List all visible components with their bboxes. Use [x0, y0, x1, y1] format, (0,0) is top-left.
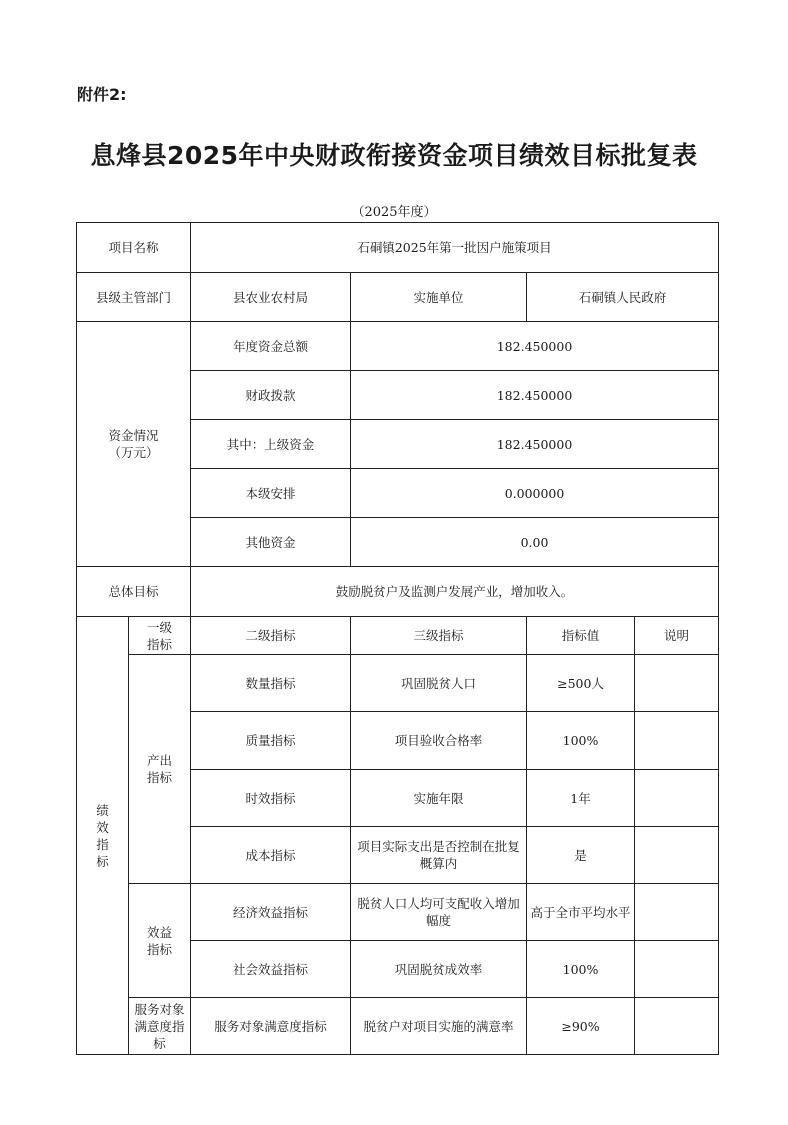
funds-fiscal-label: 财政拨款	[191, 371, 351, 420]
output-row	[77, 655, 719, 712]
funds-other-value: 0.00	[351, 518, 719, 567]
value-cell: 是	[527, 827, 635, 884]
funds-local-label: 本级安排	[191, 469, 351, 518]
impl-unit-value: 石硐镇人民政府	[527, 273, 719, 322]
funds-label-line2: （万元）	[108, 445, 159, 460]
header-level1	[129, 617, 191, 655]
dept-value: 县农业农村局	[191, 273, 351, 322]
level2-cell: 成本指标	[191, 827, 351, 884]
dept-label: 县级主管部门	[77, 273, 191, 322]
impl-unit-label: 实施单位	[351, 273, 527, 322]
note-cell	[635, 998, 719, 1055]
level2-cell: 服务对象满意度指标	[191, 998, 351, 1055]
funds-label-line1: 资金情况	[108, 428, 159, 443]
level3-cell: 巩固脱贫人口	[351, 655, 527, 712]
level2-cell: 数量指标	[191, 655, 351, 712]
overall-goal-row	[77, 567, 719, 617]
dept-row	[77, 273, 719, 322]
header-value: 指标值	[527, 617, 635, 655]
funds-superior-value: 182.450000	[351, 420, 719, 469]
funds-other-label: 其他资金	[191, 518, 351, 567]
output-indicator-text: 产出 指标	[147, 753, 173, 785]
funds-label	[77, 322, 191, 567]
funds-total-label: 年度资金总额	[191, 322, 351, 371]
note-cell	[635, 941, 719, 998]
header-note: 说明	[635, 617, 719, 655]
perf-header-row	[77, 617, 719, 655]
perf-indicator-label	[77, 617, 129, 1055]
overall-goal-value: 鼓励脱贫户及监测户发展产业，增加收入。	[191, 567, 719, 617]
note-cell	[635, 827, 719, 884]
value-cell: 100%	[527, 712, 635, 770]
level3-cell: 巩固脱贫成效率	[351, 941, 527, 998]
value-cell: ≥90%	[527, 998, 635, 1055]
benefit-indicator-label	[129, 884, 191, 998]
attachment-label: 附件2:	[77, 85, 127, 104]
level2-cell: 经济效益指标	[191, 884, 351, 941]
level3-cell: 脱贫人口人均可支配收入增加幅度	[351, 884, 527, 941]
header-level1-text: 一级 指标	[147, 619, 173, 652]
note-cell	[635, 712, 719, 770]
value-cell: ≥500人	[527, 655, 635, 712]
output-indicator-label	[129, 655, 191, 884]
benefit-row	[77, 884, 719, 941]
value-cell: 高于全市平均水平	[527, 884, 635, 941]
level3-cell: 实施年限	[351, 770, 527, 827]
approval-table	[76, 222, 719, 1055]
value-cell: 1年	[527, 770, 635, 827]
project-row	[77, 223, 719, 273]
note-cell	[635, 884, 719, 941]
level3-cell: 脱贫户对项目实施的满意率	[351, 998, 527, 1055]
perf-indicator-text: 绩 效 指 标	[96, 802, 109, 869]
project-name-value: 石硐镇2025年第一批因户施策项目	[191, 223, 719, 273]
funds-local-value: 0.000000	[351, 469, 719, 518]
level2-cell: 质量指标	[191, 712, 351, 770]
benefit-indicator-text: 效益 指标	[147, 924, 173, 957]
project-name-label: 项目名称	[77, 223, 191, 273]
level2-cell: 时效指标	[191, 770, 351, 827]
funds-total-value: 182.450000	[351, 322, 719, 371]
satisfaction-row	[77, 998, 719, 1055]
year-note: （2025年度）	[351, 205, 437, 220]
header-level3: 三级指标	[351, 617, 527, 655]
funds-superior-label: 其中：上级资金	[191, 420, 351, 469]
header-level2: 二级指标	[191, 617, 351, 655]
level3-cell: 项目验收合格率	[351, 712, 527, 770]
funds-row	[77, 322, 719, 371]
document-title: 息烽县2025年中央财政衔接资金项目绩效目标批复表	[90, 141, 698, 170]
level3-cell: 项目实际支出是否控制在批复概算内	[351, 827, 527, 884]
note-cell	[635, 770, 719, 827]
funds-fiscal-value: 182.450000	[351, 371, 719, 420]
satisfaction-indicator-text: 服务对象 满意度指 标	[134, 1001, 185, 1051]
value-cell: 100%	[527, 941, 635, 998]
satisfaction-indicator-label	[129, 998, 191, 1055]
note-cell	[635, 655, 719, 712]
overall-goal-label: 总体目标	[77, 567, 191, 617]
level2-cell: 社会效益指标	[191, 941, 351, 998]
